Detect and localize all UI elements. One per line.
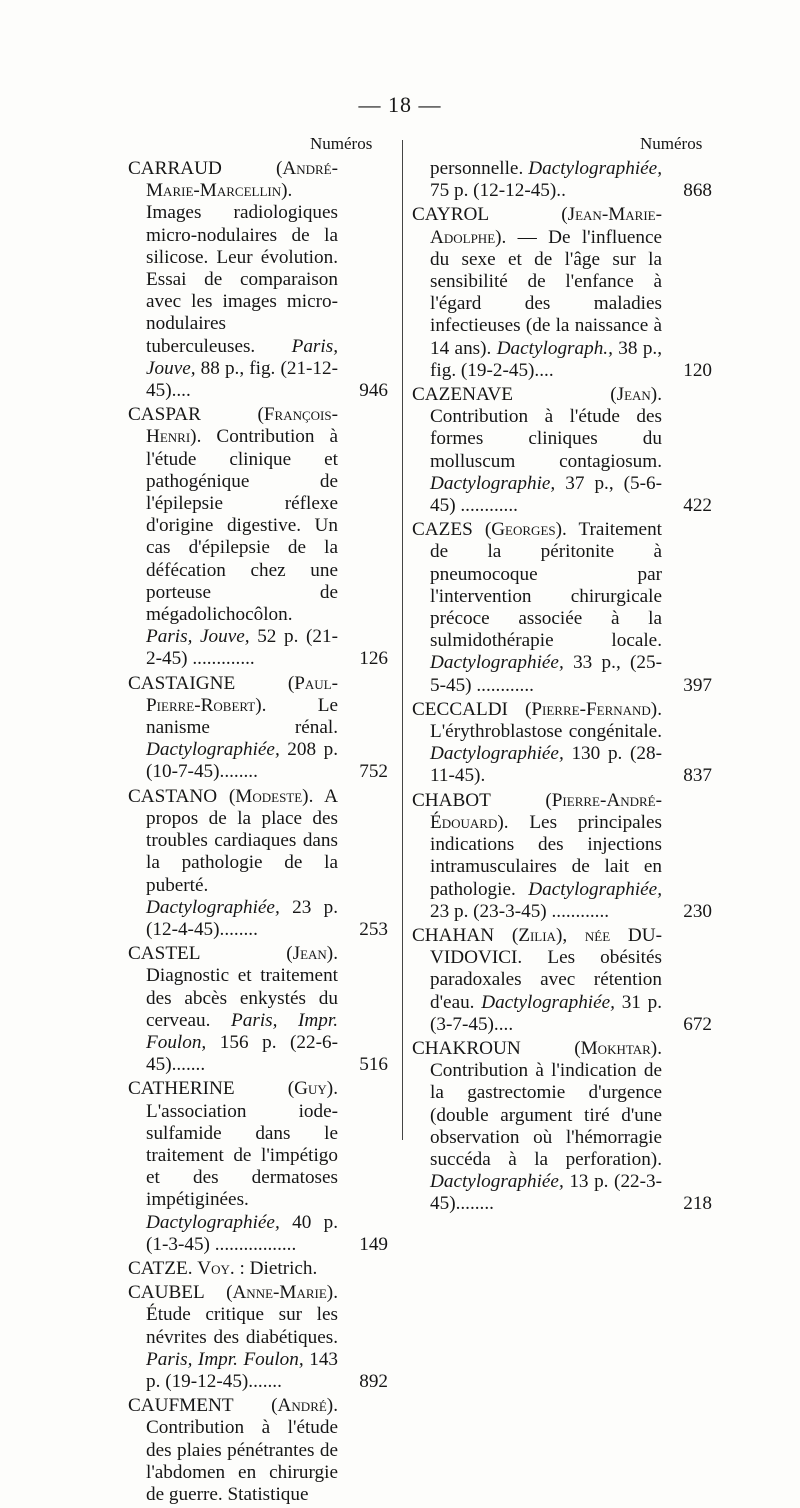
author-given-names: (Pierre-André-Édouard). — [430, 789, 662, 833]
author-name: CHABOT — [412, 789, 491, 811]
bibliography-entry — [412, 925, 712, 1036]
author-given-names: (Jean-Marie-Adolphe). — [430, 204, 662, 248]
entry-title: A propos de la place des troubles cardiaques dans la pathologie de la puberté. — [146, 785, 338, 896]
entry-detail: 31 p. (3-7-45).... — [430, 991, 663, 1035]
author-name: CHAKROUN — [412, 1037, 521, 1059]
author-given-names: (Jean). — [610, 384, 662, 406]
author-name: CASTEL — [128, 943, 200, 965]
entry-detail: 130 p. (28-11-45). — [430, 743, 662, 787]
author-given-names: (André). — [271, 1395, 338, 1417]
entry-publisher: Dactylographiée, — [430, 652, 564, 674]
bibliography-entry — [128, 786, 388, 941]
entry-number: 752 — [359, 761, 388, 783]
author-name: CASPAR — [128, 404, 201, 426]
author-name: CATZE. — [128, 1257, 193, 1279]
entry-detail: 208 p. (10-7-45)........ — [146, 739, 339, 783]
bibliography-entry — [412, 384, 712, 517]
bibliography-entry — [128, 673, 388, 784]
entry-detail: 88 p., fig. (21-12-45).... — [146, 357, 339, 402]
continuation-entry — [412, 158, 712, 202]
entry-publisher: Dactylographiée, — [528, 878, 662, 900]
entry-number: 253 — [359, 918, 388, 940]
author-given-names: (Modeste). — [228, 785, 314, 807]
entry-detail: 33 p., (25-5-45) ............ — [430, 652, 663, 696]
entry-number: 126 — [359, 648, 388, 670]
right-column — [412, 158, 712, 1218]
bibliography-entry — [128, 1395, 388, 1506]
entry-title: Les obésités paradoxales avec rétention d'eau. — [430, 947, 662, 1013]
entry-detail: 52 p. (21-2-45) ............. — [146, 626, 338, 670]
entry-number: 672 — [683, 1013, 712, 1035]
right-column-header: Numéros — [640, 134, 703, 153]
continuation-detail: 75 p. (12-12-45).. — [430, 180, 566, 202]
author-name: CASTAIGNE — [128, 672, 236, 694]
author-name: CAZENAVE — [412, 384, 513, 406]
author-given-names: (François-Henri). — [146, 404, 338, 448]
entry-publisher: Dactylographiée, — [481, 991, 615, 1013]
entry-title: Contribution à l'étude clinique et pathogénique de l'épilepsie réflexe d'origine digestive. Un cas d'épilepsie de la défécation chez une porteuse de mégadolichocôlon. — [146, 426, 338, 626]
author-name: CECCALDI — [412, 698, 508, 720]
column-divider — [402, 140, 403, 1140]
entry-publisher: Dactylographiée, — [430, 1171, 564, 1193]
entry-title: Étude critique sur les névrites des diabétiques. — [146, 1304, 338, 1348]
entry-publisher: Dactylograph., — [496, 337, 613, 359]
author-name: CHAHAN — [412, 924, 495, 946]
entry-number: 230 — [683, 900, 712, 922]
entry-number: 120 — [683, 359, 712, 381]
entry-title: L'association iode-sulfamide dans le traitement de l'impétigo et des dermatoses impétiginées. — [146, 1100, 338, 1211]
author-given-names: (Paul-Pierre-Robert). — [146, 672, 338, 716]
bibliography-entry — [128, 404, 388, 670]
bibliography-entry — [412, 519, 712, 697]
continuation-number: 868 — [683, 180, 712, 202]
entry-title: L'érythroblastose congénitale. — [430, 721, 662, 743]
entry-detail: 13 p. (22-3-45)........ — [430, 1171, 663, 1215]
bibliography-entry — [128, 1078, 388, 1256]
entry-title: Les principales indications des injections intramusculaires de lait en pathologie. — [430, 811, 663, 900]
entry-title: Contribution à l'indication de la gastrectomie d'urgence (double argument tiré d'une observation où l'hémorragie succéda à la perforation). — [430, 1060, 662, 1170]
entry-publisher: Paris, Jouve, — [146, 626, 250, 648]
author-name: CAZES — [412, 519, 473, 541]
continuation-publisher: Dactylographiée, — [528, 158, 662, 179]
bibliography-entry — [128, 158, 388, 402]
author-given-names: (Pierre-Fernand). — [524, 698, 662, 720]
author-name: CATHERINE — [128, 1078, 235, 1100]
bibliography-entry — [412, 1038, 712, 1216]
entry-publisher: Dactylographiée, — [430, 743, 564, 765]
author-given-names: (Mokhtar). — [574, 1037, 662, 1059]
bibliography-entry — [412, 204, 712, 382]
entry-number: 397 — [683, 674, 712, 696]
entry-title: Dietrich. — [249, 1257, 318, 1279]
continuation-text: personnelle. — [430, 158, 524, 179]
entry-publisher: Paris, Impr. Foulon, — [146, 1348, 304, 1370]
entry-detail: 156 p. (22-6-45)....... — [146, 1031, 338, 1076]
entry-number: 516 — [359, 1054, 388, 1076]
entry-publisher: Paris, Jouve, — [146, 335, 338, 379]
entry-publisher: Dactylographiée, — [146, 739, 280, 761]
entry-number: 422 — [683, 495, 712, 517]
entry-publisher: Paris, Impr. Foulon, — [146, 1009, 338, 1053]
entry-number: 946 — [359, 380, 388, 402]
entry-title: Contribution à l'étude des plaies pénétrantes de l'abdomen en chirurgie de guerre. Statistique — [146, 1417, 338, 1505]
author-name: CAUFMENT — [128, 1395, 234, 1417]
author-given-names: (Jean). — [286, 943, 338, 965]
entry-title: Diagnostic et traitement des abcès enkystés du cerveau. — [146, 965, 338, 1031]
author-given-names: (Anne-Marie). — [226, 1282, 338, 1304]
author-given-names: (Zilia), née DU-VIDOVICI. — [430, 924, 662, 969]
entry-title: Le nanisme rénal. — [146, 694, 338, 739]
entry-detail: 37 p., (5-6-45) ............ — [430, 472, 663, 517]
entry-detail: 40 p. (1-3-45) ................. — [146, 1211, 339, 1255]
author-name: CAUBEL — [128, 1282, 205, 1304]
entry-title: Traitement de la péritonite à pneumocoque par l'intervention chirurgicale précoce associée à la sulmidothérapie locale. — [430, 519, 662, 652]
entry-publisher: Dactylographie, — [430, 472, 556, 494]
author-given-names: Voy. : — [197, 1257, 245, 1279]
author-name: CARRAUD — [128, 158, 222, 179]
author-name: CASTANO — [128, 785, 218, 807]
entry-title: — De l'influence du sexe et de l'âge sur la sensibilité de l'enfance à l'égard des maladies infectieuses (de la naissance à 14 ans). — [430, 226, 662, 359]
author-given-names: (André-Marie-Marcellin). — [146, 158, 338, 202]
entry-number: 837 — [683, 765, 712, 787]
entry-detail: 23 p. (12-4-45)........ — [146, 896, 339, 940]
author-given-names: (Guy). — [287, 1078, 338, 1100]
entry-publisher: Dactylographiée, — [146, 1211, 280, 1233]
left-column — [128, 158, 388, 1508]
bibliography-entry — [412, 699, 712, 788]
bibliography-entry — [128, 1282, 388, 1393]
entry-title: Contribution à l'étude des formes cliniques du molluscum contagiosum. — [430, 406, 662, 472]
entry-publisher: Dactylographiée, — [146, 896, 280, 918]
bibliography-entry — [412, 790, 712, 923]
entry-detail: 23 p. (23-3-45) ............ — [430, 900, 610, 922]
bibliography-entry — [128, 943, 388, 1076]
entry-detail: 143 p. (19-12-45)....... — [146, 1348, 338, 1392]
bibliography-entry — [128, 1258, 388, 1280]
entry-detail: 38 p., fig. (19-2-45).... — [430, 337, 663, 381]
entry-title: Images radiologiques micro-nodulaires de la silicose. Leur évolution. Essai de comparaison avec les images micro-nodulaires tuberculeuses. — [146, 202, 338, 357]
author-given-names: (Georges). — [484, 519, 567, 541]
entry-number: 892 — [359, 1370, 388, 1392]
page-number: — 18 — — [358, 92, 442, 117]
left-column-header: Numéros — [310, 134, 373, 153]
author-name: CAYROL — [412, 204, 489, 226]
entry-number: 149 — [359, 1233, 388, 1255]
entry-number: 218 — [683, 1193, 712, 1215]
